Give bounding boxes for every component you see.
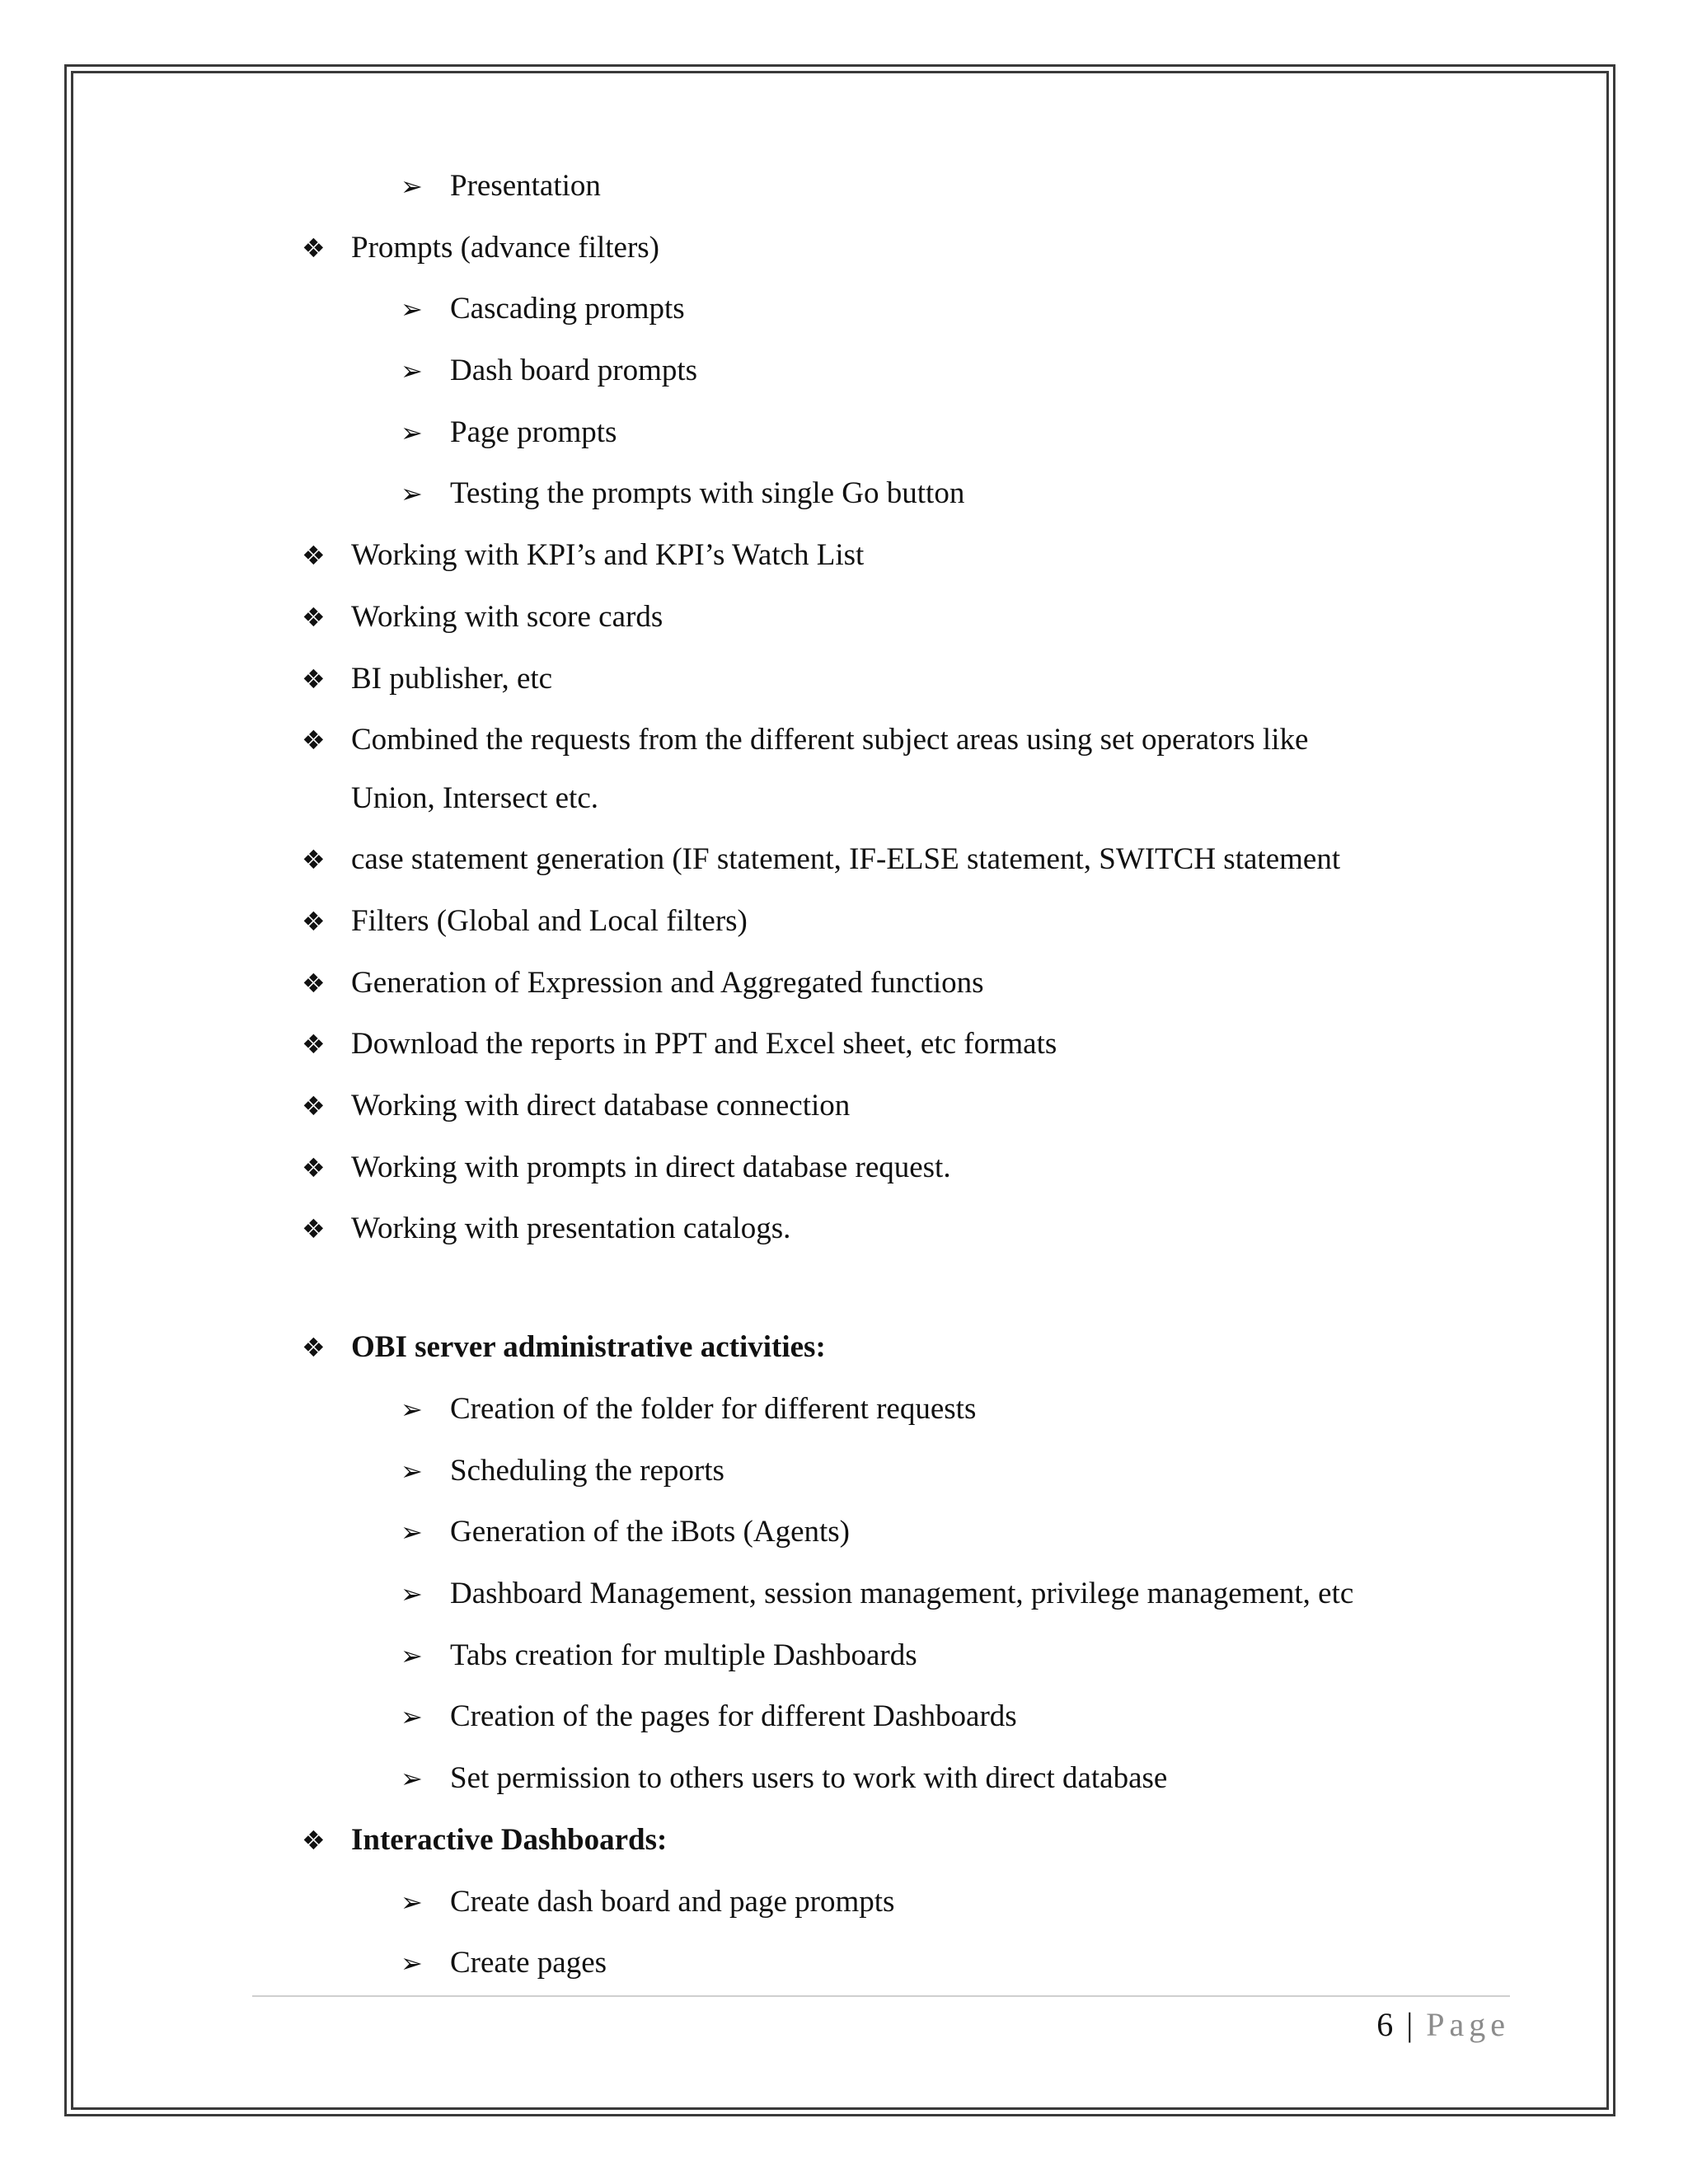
arrow-bullet-icon: ➢ (401, 1947, 423, 1979)
diamond-bullet-icon: ❖ (302, 1152, 326, 1183)
arrow-bullet-icon: ➢ (401, 355, 423, 387)
list-item: ➢ Creation of the folder for different requests (401, 1392, 977, 1426)
list-item: ❖ Working with direct database connection (302, 1089, 851, 1122)
diamond-bullet-icon: ❖ (302, 663, 326, 695)
diamond-bullet-icon: ❖ (302, 844, 326, 875)
arrow-bullet-icon: ➢ (401, 293, 423, 325)
list-item: ❖ BI publisher, etc (302, 662, 553, 696)
list-item: ➢ Create dash board and page prompts (401, 1885, 895, 1919)
page-separator: | (1406, 2006, 1414, 2043)
arrow-bullet-icon: ➢ (401, 1886, 423, 1918)
list-item: ❖ Download the reports in PPT and Excel sheet, etc formats (302, 1027, 1057, 1061)
diamond-bullet-icon: ❖ (302, 1825, 326, 1856)
list-item: ❖ case statement generation (IF statement, IF-ELSE statement, SWITCH statement (302, 842, 1341, 876)
list-item: ❖ Working with prompts in direct database request. (302, 1151, 951, 1184)
list-item: ➢ Dashboard Management, session management, privilege management, etc (401, 1577, 1354, 1610)
list-item-continuation: Union, Intersect etc. (351, 781, 598, 815)
arrow-bullet-icon: ➢ (401, 478, 423, 509)
list-item: ➢ Create pages (401, 1946, 607, 1980)
arrow-bullet-icon: ➢ (401, 1394, 423, 1425)
list-item: ➢ Creation of the pages for different Dashboards (401, 1699, 1017, 1733)
arrow-bullet-icon: ➢ (401, 1578, 423, 1610)
list-item: ➢ Presentation (401, 169, 601, 203)
list-item: ➢ Testing the prompts with single Go button (401, 476, 965, 510)
page-label: Page (1426, 2006, 1510, 2043)
arrow-bullet-icon: ➢ (401, 417, 423, 448)
list-item: ➢ Page prompts (401, 415, 617, 449)
list-item: ❖ Filters (Global and Local filters) (302, 904, 748, 938)
diamond-bullet-icon: ❖ (302, 232, 326, 264)
section-heading: ❖ OBI server administrative activities: (302, 1330, 826, 1364)
list-item: ➢ Set permission to others users to work with direct database (401, 1761, 1168, 1795)
diamond-bullet-icon: ❖ (302, 968, 326, 999)
diamond-bullet-icon: ❖ (302, 602, 326, 633)
list-item: ❖ Generation of Expression and Aggregated functions (302, 966, 984, 1000)
list-item: ❖ Prompts (advance filters) (302, 231, 659, 265)
list-item: ➢ Dash board prompts (401, 354, 698, 387)
diamond-bullet-icon: ❖ (302, 540, 326, 571)
diamond-bullet-icon: ❖ (302, 1090, 326, 1122)
diamond-bullet-icon: ❖ (302, 1029, 326, 1060)
arrow-bullet-icon: ➢ (401, 1763, 423, 1794)
diamond-bullet-icon: ❖ (302, 1213, 326, 1244)
list-item: ❖ Working with score cards (302, 600, 663, 634)
list-item: ❖ Working with KPI’s and KPI’s Watch List (302, 538, 865, 572)
diamond-bullet-icon: ❖ (302, 906, 326, 937)
list-item: ➢ Scheduling the reports (401, 1454, 724, 1488)
arrow-bullet-icon: ➢ (401, 1516, 423, 1548)
list-item: ➢ Tabs creation for multiple Dashboards (401, 1638, 917, 1672)
list-item: ➢ Generation of the iBots (Agents) (401, 1515, 850, 1549)
list-item: ➢ Cascading prompts (401, 292, 685, 326)
page-number: 6 (1376, 2006, 1394, 2043)
diamond-bullet-icon: ❖ (302, 724, 326, 756)
arrow-bullet-icon: ➢ (401, 1640, 423, 1671)
arrow-bullet-icon: ➢ (401, 1701, 423, 1732)
arrow-bullet-icon: ➢ (401, 171, 423, 202)
list-item: ❖ Working with presentation catalogs. (302, 1212, 791, 1245)
diamond-bullet-icon: ❖ (302, 1332, 326, 1363)
footer-divider (252, 1995, 1510, 1997)
list-item: ❖ Combined the requests from the different subject areas using set operators like (302, 723, 1309, 757)
page-footer (1376, 2004, 1510, 2046)
arrow-bullet-icon: ➢ (401, 1455, 423, 1487)
section-heading: ❖ Interactive Dashboards: (302, 1823, 668, 1857)
